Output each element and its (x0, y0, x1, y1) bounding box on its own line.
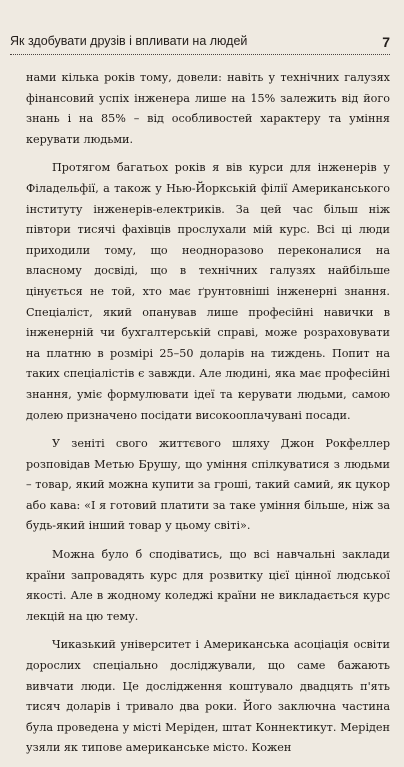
running-title: Як здобувати друзів і впливати на людей (10, 34, 248, 48)
body-text (26, 68, 390, 767)
page-number: 7 (382, 34, 390, 50)
paragraph: Чиказький університет і Американська асоціація освіти дорослих спеціально досліджували, що саме бажають вивчати люди. Це дослідження коштувало двадцять п'ять тисяч доларів і тривало два роки. Його заключна частина була проведена у місті Мерiден, штат Коннектикут. Мерiден узяли як типове американське місто. Кожен (26, 638, 390, 755)
paragraph-continued: нами кілька років тому, довели: навіть у технічних галузях фінансовий успіх інженера лише на 15% залежить від його знань і на 85% – від особливостей характеру та уміння керувати людьми. (26, 71, 390, 146)
header-dotted-rule (10, 54, 390, 55)
paragraph: Можна було б сподіватись, що всі навчальні заклади країни запровадять курс для розвитку цієї цінної людської якості. Але в жодному коледжі країни не викладається курс лекцій на цю тему. (26, 548, 390, 623)
paragraph: Протягом багатьох років я вів курси для інженерів у Філадельфії, а також у Нью-Йоркській філії Американського інституту інженерів-електриків. За цей час більш ніж півтори тисячі фахівців прослухали мій курс. Всі ці люди приходили тому, що неодноразово переконалися на власному досвіді, що в технічних галузях найбільше цінується не той, хто має ґрунтовніші інженерні знання. Спеціаліст, який опанував лише професійні навички в інженерній чи бухгалтерській справі, може розраховувати на платню в розмірі 25–50 доларів на тиждень. Попит на таких спеціалістів є завжди. Але людині, яка має професійні знання, уміє формулювати ідеї та керувати людьми, самою долею призначено посідати високооплачувані посади. (26, 161, 390, 422)
running-header (10, 34, 390, 54)
paragraph: У зеніті свого життєвого шляху Джон Рокфеллер розповідав Метью Брушу, що уміння спілкуватися з людьми – товар, який можна купити за гроші, такий самий, як цукор або кава: «І я готовий платити за таке уміння більше, ніж за будь-який інший товар у цьому світі». (26, 437, 390, 533)
